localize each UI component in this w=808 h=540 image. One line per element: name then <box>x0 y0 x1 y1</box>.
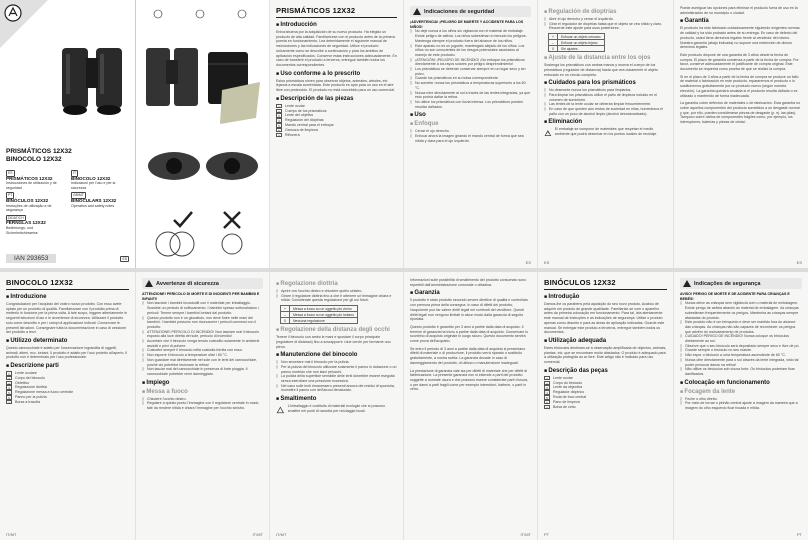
list-item: ▯ En caso de que queden aún restos de suciedad en ellas, humedezca el paño con un poco de alcohol limpio (alcohol desnaturalizado). <box>544 107 663 116</box>
section-heading: ■ Garanzia <box>410 290 531 296</box>
section-heading: ■ Colocação em funcionamento <box>680 380 802 386</box>
diopter-list <box>544 17 667 31</box>
lang-sub: Instruções de utilização e de segurança <box>6 203 52 213</box>
intro-text: Congratulazioni per l'acquisto del vostro nuovo prodotto. Con esso avete optato per un prodotto di qualità. Familiarizzare con il prodotto prima di metterlo in funzione per la prima volta. A tale scopo, leggere attentamente le seguenti istruzioni d'uso e le avvertenze di sicurezza. Utilizzare il prodotto solo come descritto e per i campi di applicazione indicati. Conservare le presenti istruzioni. Consegnare tutta la documentazione in caso di cessione del prodotto a terzi. <box>6 302 128 335</box>
list-item: ▯ Non lasciar mai del cannocchiale in presenza di forte pioggia. Il cannocchiale potrebbe venir danneggiato. <box>142 367 248 376</box>
list-item: ▯ Accertare che il binocolo venga tenuto custodito solamente in ambienti asciutti e privi di polvere. <box>142 339 260 348</box>
list-item: ▯ Cerrar el ojo derecho. <box>410 129 450 134</box>
warning-header <box>142 278 263 289</box>
list-item: ▯ Guarde sempre o binóculo no seu malote. <box>680 348 752 353</box>
warranty-text: Il prodotto è stato prodotto secondo severe direttive di qualità e controllato con premura prima della consegna. In caso di difetti del prodotto, l'acquirente può far valere diritti legali nei confronti del venditore. Questi diritti legali non vengono limitati in alcun modo dalla garanzia di seguito riportata. <box>410 298 528 322</box>
ian-number: IAN 293653 <box>6 254 56 263</box>
page-title: PRISMÁTICOS 12X32 <box>276 6 397 18</box>
section-heading: ■ Impiego <box>142 380 263 386</box>
section-heading: ■ Manutenzione del binocolo <box>276 352 397 358</box>
focus-list <box>142 397 263 411</box>
table-row: + Messa a fuoco su un oggetto più vicino <box>281 306 358 312</box>
section-heading: ■ Eliminación <box>544 119 667 125</box>
section-heading: ■ Descripción de las piezas <box>276 96 397 102</box>
es-page-3 <box>538 0 674 268</box>
warning-header <box>410 6 531 17</box>
warning-icon <box>413 8 421 15</box>
lang-name: BINOCULARS 12X32 <box>71 197 117 203</box>
ian-flag: ES <box>122 257 127 261</box>
cover-title-it: BINOCOLO 12X32 <box>6 156 62 163</box>
list-item: ▯ Para limpiar los prismáticos utilice el paño de limpieza incluido en el volumen de suministro. <box>544 92 658 102</box>
lang-badge: ES <box>8 171 13 175</box>
use-text: Estes binóculos destinam-se à observação amplificada de objectos, animais, plantas, etc. que se encontram muito afastados. O produto é adequado para a utilização protegida ao ar livre. Este artigo não é indicado para uso comercial. <box>544 345 667 365</box>
cover-lang-it <box>71 170 130 190</box>
list-item: ▯ Feche o olho direito. <box>680 396 718 401</box>
warranty-text: La garantía cubre defectos de materiales o de fabricación. Esta garantía no cubre aquellos componentes del producto sometidos a un desgaste normal y que, por ello, pueden considerarse piezas de desgaste (p. ej. las pilas). Tampoco cubre daños de componentes frágiles como, por ejemplo, los interruptores, baterías y piezas de cristal. <box>680 101 801 125</box>
use-text: Estos prismáticos sirven para observar objetos, animales, árboles, etc lejanos a escala aumentada. Este producto es apto para un uso en el aire libre con protección. El producto no está concebido para un uso comercial. <box>276 78 395 93</box>
list-item: 4 Regulador dióptrico <box>544 390 667 395</box>
warranty-text: Este producto dispone de una garantía de 3 años desde la fecha de compra. El plazo de garantía comienza a partir de la fecha de compra. Por favor, conserve adecuadamente el justificante de compra original. Este documento se requerirá como prueba de que se realizó la compra. <box>680 52 799 72</box>
figure-illustrations <box>136 0 270 268</box>
table-row: – Enfocar un objeto lejano <box>549 40 605 46</box>
disposal-text: L'imballaggio è costituito di materiali ecologici che si possono smaltire nei punti di raccolta per riciclaggio locali. <box>287 404 386 413</box>
figure-page <box>136 0 270 268</box>
cover-title <box>6 148 72 164</box>
disposal-block <box>544 127 667 141</box>
es-page-2 <box>404 0 538 268</box>
list-item: 6 Panno per la pulizia <box>6 395 129 400</box>
list-item: 4 Regolazione diottria <box>6 385 129 390</box>
es-page-1 <box>270 0 404 268</box>
list-item: ▯ Guarde los prismáticos en su bolsa correspondiente. <box>410 76 499 81</box>
lang-name: PRISMÁTICOS 12X32 <box>6 175 53 181</box>
section-heading: ■ Focagem da lente <box>680 389 802 395</box>
list-item: ▯ Nunca olhe directamente para o sol através da lente integrada, visto tal poder provocar danos na retina! <box>680 357 799 367</box>
list-item: 2 Corpo del binocolo <box>6 376 129 381</box>
part-label: Lente ocular <box>285 103 305 108</box>
section-heading: ■ Regulación de dioptrías <box>544 9 667 15</box>
lang-sub: Bedienungs- und Sicherheitshinweise <box>6 225 38 235</box>
fig-b-focus <box>148 152 258 180</box>
list-item: 1 Lente ocular <box>544 376 667 381</box>
cover-title-es: PRISMÁTICOS 12X32 <box>6 148 72 155</box>
list-item: ▯ Non smontare mai il binocolo per la pulizia. <box>276 360 350 365</box>
warning-list <box>410 29 531 109</box>
list-item: 7 Bolsa de cinto <box>544 405 667 410</box>
lang-badge: DE/AT/CH <box>8 215 24 220</box>
care-list <box>544 88 667 116</box>
warranty-text: Si en el plazo de 3 años a partir de la fecha de compra se produce un fallo de material o fabricación en este producto, repararemos el producto o lo sustituiremos gratuitamente por un producto nuevo (según nuestra elección). La garantía quedará anulada si el producto resulta dañado o es utilizado o mantenido de forma inadecuada. <box>680 74 799 98</box>
disposal-cont: Puede averiguar las opciones para eliminar el producto fuera de uso en la administración de su municipio o ciudad. <box>680 6 798 15</box>
list-item: ▯ Este produto não é um brinquedo e deve ser mantido fora do alcance das crianças. As crianças não são capazes de reconhecer os perigos que advêm do manuseamento de produtos. <box>680 320 796 334</box>
part-label: Cuerpo de los prismáticos <box>285 108 327 113</box>
section-heading: ■ Smaltimento <box>276 396 397 402</box>
page-number: ES <box>525 260 531 265</box>
table-row: 0 Nessuna regolazione <box>281 318 358 324</box>
list-item: ▯ CUIDADO! PERIGO DE INCÊNDIO! Nunca coloque os binóculos diretamente ao sol. <box>680 334 790 344</box>
page-number: IT/MT <box>276 532 287 537</box>
es-page-4 <box>674 0 808 268</box>
warning-title: Avvertenze di sicurezza <box>156 280 219 287</box>
list-item: ▯ Las lentes de la lente ocular se deberán limpiar frecuentemente. <box>544 102 652 107</box>
lang-badge: IT <box>73 171 77 175</box>
lang-name: BINOCOLO 12X32 <box>71 175 111 181</box>
list-item: 5 Roda de foco central <box>544 395 667 400</box>
lang-sub: Operation and safety notes <box>71 203 115 208</box>
pt-page-2 <box>674 272 808 540</box>
warranty-text: El producto ha sido fabricado cuidadosamente siguiendo exigentes normas de calidad y ha sido probado antes de su entrega. En caso de defecto del producto, usted tiene derechos legales frente al vendedor del mismo. Nuestra garantía (abajo indicada) no supone una restricción de dichos derechos legales. <box>680 26 800 50</box>
page-number: ES <box>544 260 550 265</box>
page-number: PT <box>544 532 550 537</box>
disposal-text: El embalaje se compone de materiales que respetan el medio ambiente que podrá desechar en los puntos locales de reciclaje. <box>554 127 658 137</box>
cover-page <box>0 0 136 268</box>
list-item: 5 Regolazione messa a fuoco centrale <box>6 390 129 395</box>
list-item: 7 Riñonera <box>276 133 397 138</box>
lang-name: BINÓCULOS 12X32 <box>6 197 49 203</box>
fig-cross-icon <box>224 212 240 228</box>
part-label: Lente del objetivo <box>285 113 314 118</box>
section-heading: ■ Descrição das peças <box>544 368 667 374</box>
it-page-4 <box>404 272 538 540</box>
warning-title: Indicações de segurança <box>694 280 761 287</box>
list-item: ▯ ¡ATENCIÓN! ¡PELIGRO DE INCENDIO! ¡No enfoque los prismáticos directamente a los rayos solares por peligro desprendimiento! <box>410 57 525 67</box>
section-heading: ■ Regolazione diottria <box>276 281 397 287</box>
section-heading: ■ Utilização adequada <box>544 338 667 344</box>
page-number: IT/MT <box>520 532 531 537</box>
list-item: ▯ Nunca mire directamente al sol a través de las lentes integradas, ya que esto podría dañar la retina. <box>410 90 531 100</box>
warning-lead: ¡ADVERTENCIA! ¡PELIGRO DE MUERTE Y ACCIDENTE PARA LOS NIÑOS! <box>410 20 524 29</box>
it-page-2 <box>136 272 270 540</box>
page-number: IT/MT <box>252 532 263 537</box>
disposal-block <box>276 404 397 418</box>
list-item: ▯ Girar el regulador de dioptrías hasta que el objeto se vea nítido y claro. Recuerde este ajuste para usos posteriores. <box>544 21 663 31</box>
disposal-cont: Informazioni sulle possibilità di smaltimento del prodotto consumato sono reperibili dall'amministrazione comunale o cittadina. <box>410 278 527 287</box>
section-heading: ■ Introduzione <box>6 294 129 300</box>
brand-logo-icon <box>4 4 22 22</box>
cover-lang-pt <box>6 192 65 212</box>
list-item: ▯ Não utilize os binóculos sob chuva forte. Os binóculos poderiam ficar danificados. <box>680 367 795 376</box>
page-title: BINOCOLO 12X32 <box>6 278 129 290</box>
diopter-table <box>548 33 605 52</box>
warning-list <box>142 301 263 376</box>
list-item: ▯ Non lasciare i bambini incustoditi con il materiale per imballaggio. Sussiste un pericolo di soffocamento. I bambini spesso sottovalutano i pericoli. Tenere sempre i bambini lontani dal prodotto. <box>142 301 259 315</box>
list-item: ▯ Observe que o seu binóculo será depositado sempre seco e livre de pó. <box>680 343 800 348</box>
lang-sub: Indicazioni per l'uso e per la sicurezza <box>71 181 116 190</box>
lang-badge: PT <box>8 193 13 198</box>
part-label: Mando central para el enfoque <box>285 122 334 127</box>
list-item: ▯ Non guardare mai direttamente nel sole con le lenti del cannocchiale, poiché ciò potrebbe lesionare la retina! <box>142 357 258 367</box>
list-item: 3 Obiettivo <box>6 381 129 386</box>
list-item: ▯ Girare il regolatore diottria fino a che è ottenere un'immagine chiara e nitida. Considerate questa regolazione per gli usi futuri. <box>276 293 392 303</box>
intro-text: Damos-lhe os parabéns pela aquisição do seu novo produto. Acabou de adquirir um produto de grande qualidade. Familiarize-se com o aparelho antes da primeira colocação em funcionamento. Para tal, leia atentamente este manual de instruções e as indicações de segurança. Utilize o produto apenas como descrito e para as áreas de aplicação indicadas. Guarde este manual. Se entregar este produto a terceiros, entregue também todos os documentos. <box>544 302 665 335</box>
it-page-1 <box>0 272 136 540</box>
section-heading: ■ Garantía <box>680 18 802 24</box>
section-heading: ■ Descrizione parti <box>6 363 129 369</box>
focus-list <box>410 129 531 143</box>
list-item: ▯ Não expor o binóculo a uma temperatura ascendente de 60 °C. <box>680 353 786 358</box>
cover-language-list <box>6 170 130 235</box>
care-list <box>276 360 397 393</box>
list-item: 6 Gamuza de limpieza <box>276 128 397 133</box>
lang-sub: Instrucciones de utilización y de seguridad <box>6 181 57 190</box>
page-number: PT <box>796 532 802 537</box>
table-row: – Messa a fuoco su un oggetto più lontano <box>281 312 358 318</box>
list-item: ▯ Questo prodotto non è un giocattolo, non deve finire nelle mani dei bambini. I bambini possono non riconoscere i pericoli connessi con il prodotto. <box>142 315 257 329</box>
list-item: ▯ No desmonte nunca los prismáticos para limpiarlos. <box>544 88 632 93</box>
list-item: ▯ Este aparato no es un juguete, manténgalo alejado de los niños. Los niños no son conscientes de los riesgos potenciales asociados al manejo de este producto. <box>410 43 525 57</box>
binoculars-figure <box>146 48 198 106</box>
part-label: Regulación del dioptrías <box>285 118 324 123</box>
list-item: ▯ ATTENZIONE! PERICOLO DI INCENDIO! Non lasciare mai il binocolo esposto alla luce diretta del sole, pericolo di incendio! <box>142 329 259 339</box>
list-item: ▯ Chiudere l'occhio destro. <box>142 396 187 401</box>
list-item: 7 Borsa a tracolla <box>6 400 129 405</box>
diopter-list <box>276 289 397 303</box>
diopter-table <box>280 305 358 324</box>
lang-badge: GB/MT <box>73 193 84 198</box>
cover-lang-es <box>6 170 65 190</box>
cover-lang-de <box>6 215 65 235</box>
section-heading: ■ Utilizzo determinato <box>6 338 129 344</box>
warning-header <box>680 278 802 289</box>
warranty-text: Questo prodotto è garantito per 3 anni a partire dalla data di acquisto. Il termine di garanzia ha inizio a partire dalla data di acquisto. Conservare lo scontrino di acquisto originale in luogo sicuro. Questo documento servirà come prova dell'acquisto. <box>410 324 529 344</box>
list-item: 1 Lente ocular <box>276 104 397 109</box>
parts-list <box>276 104 397 138</box>
list-item: ▯ Aprire ora l'occhio destro e chiudere quello sinistro. <box>276 289 363 293</box>
list-item: ▯ No utilice los prismáticos con lluvia intensa. Los prismáticos pueden resultar dañados. <box>410 99 524 109</box>
focus-list <box>680 397 802 411</box>
use-text: Questo cannocchiale è adatto per l'osservazione ingrandita di oggetti, animali, alberi, ecc. lontani. Il prodotto è adatto per l'uso protetto all'aperto. Il prodotto non è determinato per l'uso professionale. <box>6 345 128 360</box>
table-row: + Enfocar un objeto cercano <box>549 34 605 40</box>
table-row: 0 Sin ajustes <box>549 46 605 52</box>
list-item: 6 Pano de limpeza <box>544 400 667 405</box>
list-item: ▯ Los prismáticos se deberán conservar siempre en un lugar seco y sin polvo. <box>410 67 526 76</box>
page-title: BINÓCULOS 12X32 <box>544 278 667 290</box>
cover-lang-gb <box>71 192 130 212</box>
lang-name: FERNGLAS 12X32 <box>6 220 46 226</box>
list-item: ▯ Regolare a questo punto l'immagine con il regolatore centrale in modo tale da rendere nitida e chiara l'immagine per l'occhio sinistro. <box>142 401 259 411</box>
warning-icon <box>683 280 691 287</box>
intro-text: Enhorabuena por la adquisición de su nuevo producto. Ha elegido un producto de alta calidad. Familiarícese con el producto antes de la primera puesta en funcionamiento. Lea detenidamente el siguiente manual de instrucciones y las indicaciones de seguridad. Utilice el producto únicamente como se describe a continuación y para los ámbitos de aplicación especificados. Conserve estas instrucciones adecuadamente. En caso de transferir el producto a terceros, entregue también todos los documentos correspondientes. <box>276 30 397 67</box>
warning-title: Indicaciones de seguridad <box>424 8 495 15</box>
section-heading: ■ Enfoque <box>410 121 531 127</box>
warranty-text: La prestazione di garanzia vale sia per difetti di materiale che per difetti di fabbricazione. La presente garanzia non si estende a parti del prodotto soggette a normale usura e che possono essere considerate parti d'usura, o per danni a parti fragili come per esempio interruttori, batterie, o parti in vetro. <box>410 368 529 392</box>
page-number: IT/MT <box>6 532 17 537</box>
list-item: ▯ No someter nunca los prismáticos a temperaturas superiores a los 60 °C. <box>410 81 526 90</box>
list-item: 2 Corpo do binóculo <box>544 381 667 386</box>
list-item: 3 Lente del objetivo <box>276 113 397 118</box>
part-label: Riñonera <box>285 132 300 137</box>
list-item: 2 Cuerpo de los prismáticos <box>276 109 397 114</box>
list-item: ▯ Custodire sempre il binocolo nella custodia fornita con esso. <box>142 348 243 353</box>
recycle-icon <box>276 404 285 418</box>
list-item: 5 Mando central para el enfoque <box>276 123 397 128</box>
parts-list <box>6 371 129 405</box>
eye-text: Sostenga los prismáticos con ambas manos y mueva el cuerpo de los prismáticos (regulador de distancia) hasta que vea claramente el objeto enfocado en un círculo completo. <box>544 63 658 77</box>
list-item: 4 Regulación del dioptrías <box>276 118 397 123</box>
section-heading: ■ Messa a fuoco <box>142 389 263 395</box>
section-heading: ■ Uso <box>410 112 531 118</box>
warning-icon <box>145 280 153 287</box>
list-item: ▯ No deje nunca a los niños sin vigilancia con el material de embalaje. Existe peligro de asfixia. Los niños subestiman a menudo los peligros. Mantenga siempre el producto fuera del alcance de los niños. <box>410 29 527 43</box>
section-heading: ■ Introducción <box>276 22 397 28</box>
section-heading: ■ Regolazione della distanza degli occhi <box>276 327 397 333</box>
warning-lead: AVISO! PERIGO DE MORTE E DE ACIDENTE PARA CRIANÇAS E BEBÉS! <box>680 292 790 301</box>
recycle-icon <box>544 127 552 141</box>
section-heading: ■ Introdução <box>544 294 667 300</box>
list-item: ▯ Por meio de tornar o pinhão central ajuste a imagem da maneira que a imagem do olho esquerdo ficar focada e nítida. <box>680 401 798 411</box>
section-heading: ■ Ajuste de la distancia entre los ojos <box>544 55 667 61</box>
list-item: ▯ Enfocar ahora la imagen girando el mando central de forma que sea nítida y clara para el ojo izquierdo. <box>410 134 524 143</box>
parts-list <box>544 376 667 410</box>
warning-list <box>680 301 802 376</box>
list-item: ▯ Abrir el ojo derecho y cerrar el izquierdo. <box>544 17 614 21</box>
list-item: ▯ Nunca deixe as crianças sem vigilância com o material de embalagem. Existe perigo de asfixia através do material de embalagem. As crianças subestimam frequentemente os perigos. Mantenha as crianças sempre afastadas do produto. <box>680 301 799 320</box>
part-label: Gamuza de limpieza <box>285 127 318 132</box>
list-item: 3 Lente da objectiva <box>544 385 667 390</box>
pt-page-1 <box>538 272 674 540</box>
list-item: 1 Lente oculare <box>6 371 129 376</box>
section-heading: ■ Uso conforme a lo prescrito <box>276 71 397 77</box>
eye-text: Tenere il binocolo con ambo le mani e spostare il corpo principale (regolatore di distanza) fino a sovrapporre i due cerchi per formarne uno pieno. <box>276 335 391 349</box>
warning-lead: ATTENZIONE! PERICOLO DI MORTE E DI INCIDENTI PER BAMBINI E INFANTI! <box>142 292 260 301</box>
it-page-3 <box>270 272 404 540</box>
warranty-text: Se entro il periodo di 3 anni a partire dalla data di acquisto si presentano difetti di materiale o di produzione, il prodotto verrà riparato o sostituito gratuitamente, a nostra scelta. La garanzia decade in caso di danneggiamento del prodotto, di utilizzo o manutenzione inadeguati. <box>410 346 526 365</box>
list-item: ▯ Per la pulizia del binocolo utilizzare solamente il panno in dotazione o un panno morbido che non lasci pelucchi. <box>276 364 397 374</box>
fig-check-icon <box>174 212 192 226</box>
list-item: ▯ Nel caso sulle lenti rimanessero presenti ancora dei residui di sporcizia, inumidire il panno con dell'alcool denaturato. <box>276 383 395 393</box>
page-number: ES <box>796 260 802 265</box>
binoculars-image <box>58 40 128 118</box>
list-item: ▯ La pulizia della superficie sensibile delle lenti dovrebbe essere eseguita senza esercitare una pressione eccessiva. <box>276 374 395 384</box>
list-item: ▯ Non esporre il binocolo a temperature oltre i 60 °C. <box>142 353 228 358</box>
section-heading: ■ Cuidados para los prismáticos <box>544 80 667 86</box>
